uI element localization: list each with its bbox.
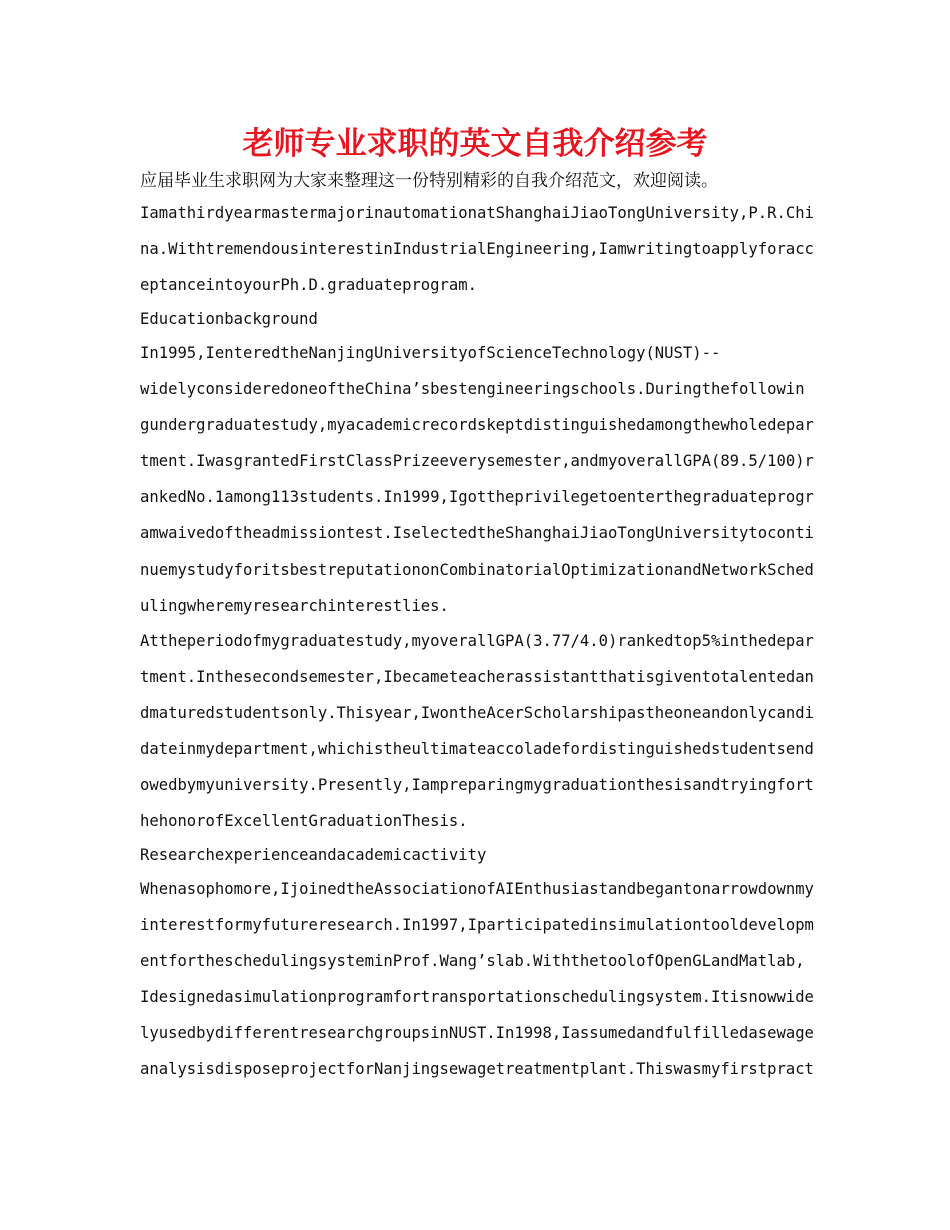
text-line: Attheperiodofmygraduatestudy,myoverallGPA(3.77/4.0)rankedtop5%inthedepar — [140, 632, 814, 650]
text-line: tment.Inthesecondsemester,Ibecameteacherassistantthatisgiventotalentedan — [140, 668, 814, 686]
text-line: hehonorofExcellentGraduationThesis. — [140, 812, 468, 830]
text-line: interestformyfutureresearch.In1997,Iparticipatedinsimulationtooldevelopm — [140, 916, 814, 934]
intro-line: 应届毕业生求职网为大家来整理这一份特别精彩的自我介绍范文，欢迎阅读。 — [140, 171, 718, 191]
text-line: dateinmydepartment,whichistheultimateaccoladefordistinguishedstudentsend — [140, 740, 814, 758]
document-title: 老师专业求职的英文自我介绍参考 — [242, 126, 708, 162]
text-line: IamathirdyearmastermajorinautomationatShanghaiJiaoTongUniversity,P.R.Chi — [140, 204, 814, 222]
text-line: widelyconsideredoneoftheChina’sbestengineeringschools.Duringthefollowin — [140, 380, 805, 398]
text-line: nuemystudyforitsbestreputationonCombinatorialOptimizationandNetworkSched — [140, 561, 814, 579]
text-line: analysisdisposeprojectforNanjingsewagetreatmentplant.Thiswasmyfirstpract — [140, 1060, 814, 1078]
text-line: Whenasophomore,IjoinedtheAssociationofAIEnthusiastandbegantonarrowdownmy — [140, 880, 814, 898]
text-line: tment.IwasgrantedFirstClassPrizeeverysemester,andmyoverallGPA(89.5/100)r — [140, 452, 814, 470]
text-line: gundergraduatestudy,myacademicrecordskeptdistinguishedamongthewholedepar — [140, 416, 814, 434]
text-line: Idesignedasimulationprogramfortransportationschedulingsystem.Itisnowwide — [140, 988, 814, 1006]
text-line: amwaivedoftheadmissiontest.IselectedtheShanghaiJiaoTongUniversitytoconti — [140, 524, 814, 542]
text-line: ankedNo.1among113students.In1999,Igottheprivilegetoenterthegraduateprogr — [140, 488, 814, 506]
text-line: dmaturedstudentsonly.Thisyear,IwontheAcerScholarshipastheoneandonlycandi — [140, 704, 814, 722]
section-heading: Researchexperienceandacademicactivity — [140, 846, 487, 864]
section-heading: Educationbackground — [140, 310, 318, 328]
text-line: ulingwheremyresearchinterestlies. — [140, 597, 449, 615]
text-line: owedbymyuniversity.Presently,Iampreparingmygraduationthesisandtryingfort — [140, 776, 814, 794]
text-line: eptanceintoyourPh.D.graduateprogram. — [140, 276, 477, 294]
text-line: In1995,IenteredtheNanjingUniversityofScienceTechnology(NUST)-- — [140, 344, 721, 362]
text-line: lyusedbydifferentresearchgroupsinNUST.In1998,Iassumedandfulfilledasewage — [140, 1024, 814, 1042]
text-line: entfortheschedulingsysteminProf.Wang’slab.WiththetoolofOpenGLandMatlab, — [140, 952, 805, 970]
text-line: na.WithtremendousinterestinIndustrialEngineering,Iamwritingtoapplyforacc — [140, 240, 814, 258]
